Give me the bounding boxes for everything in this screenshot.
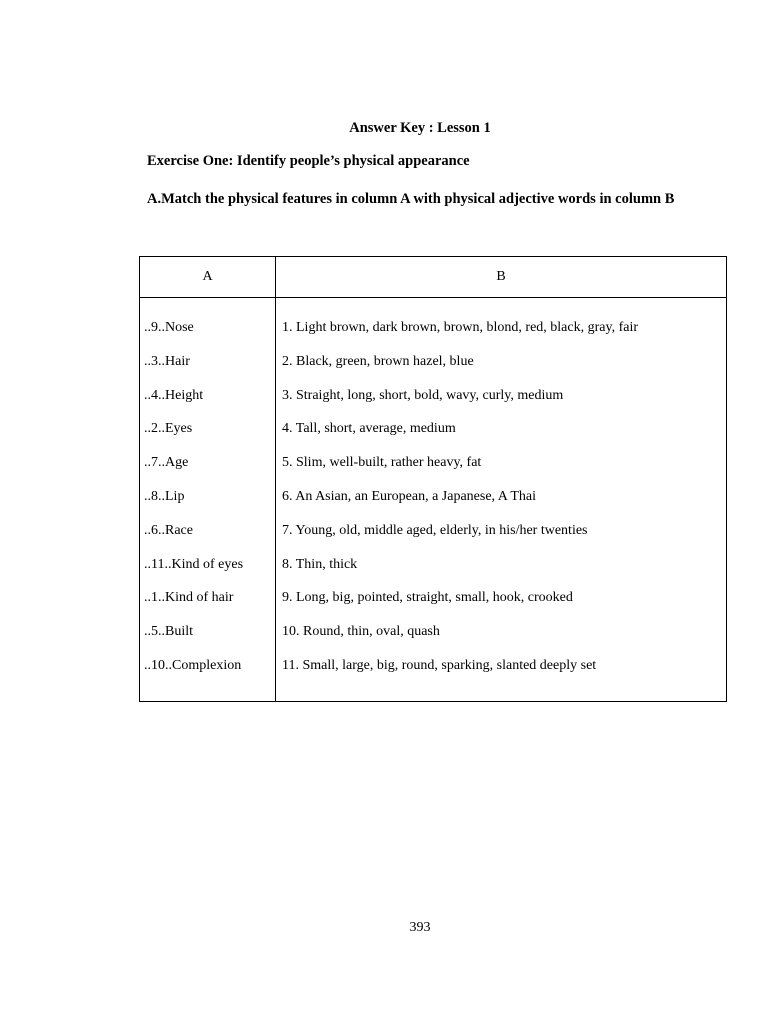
table-row [140, 421, 726, 455]
feature-cell: ..4..Height [144, 387, 204, 403]
feature-cell: ..8..Lip [144, 488, 185, 504]
column-a-header: A [202, 269, 213, 284]
feature-cell: ..10..Complexion [144, 657, 242, 673]
adjectives-cell: 2. Black, green, brown hazel, blue [282, 353, 474, 369]
table-row [140, 658, 726, 692]
feature-cell: ..1..Kind of hair [144, 590, 234, 606]
table-row [140, 489, 726, 523]
table-row [140, 320, 726, 354]
feature-cell: ..5..Built [144, 624, 194, 640]
table-row [140, 455, 726, 489]
header-divider [140, 297, 726, 298]
adjectives-cell: 11. Small, large, big, round, sparking, slanted deeply set [282, 657, 597, 673]
adjectives-cell: 6. An Asian, an European, a Japanese, A Thai [282, 488, 537, 504]
feature-cell: ..2..Eyes [144, 421, 193, 437]
table-row [140, 624, 726, 658]
feature-cell: ..3..Hair [144, 353, 190, 369]
table-row [140, 388, 726, 422]
adjectives-cell: 5. Slim, well-built, rather heavy, fat [282, 455, 482, 471]
feature-cell: ..9..Nose [144, 320, 194, 335]
table-body [140, 320, 726, 692]
page-title: Answer Key : Lesson 1 [349, 120, 491, 136]
adjectives-cell: 7. Young, old, middle aged, elderly, in his/her twenties [282, 522, 588, 538]
feature-cell: ..7..Age [144, 455, 189, 471]
adjectives-cell: 9. Long, big, pointed, straight, small, hook, crooked [282, 590, 573, 606]
table-row [140, 523, 726, 557]
feature-cell: ..6..Race [144, 522, 193, 538]
table-row [140, 590, 726, 624]
column-b-header: B [496, 269, 506, 284]
exercise-heading: Exercise One: Identify people’s physical appearance [147, 153, 470, 169]
page-number: 393 [409, 920, 431, 935]
table-row [140, 557, 726, 591]
matching-table [139, 256, 727, 702]
table-row [140, 354, 726, 388]
adjectives-cell: 1. Light brown, dark brown, brown, blond, red, black, gray, fair [282, 320, 639, 335]
instruction-text: A.Match the physical features in column A with physical adjective words in column B [147, 191, 675, 207]
adjectives-cell: 4. Tall, short, average, medium [282, 421, 456, 437]
adjectives-cell: 3. Straight, long, short, bold, wavy, curly, medium [282, 387, 564, 403]
adjectives-cell: 8. Thin, thick [282, 556, 358, 572]
adjectives-cell: 10. Round, thin, oval, quash [282, 624, 440, 640]
feature-cell: ..11..Kind of eyes [144, 556, 244, 572]
